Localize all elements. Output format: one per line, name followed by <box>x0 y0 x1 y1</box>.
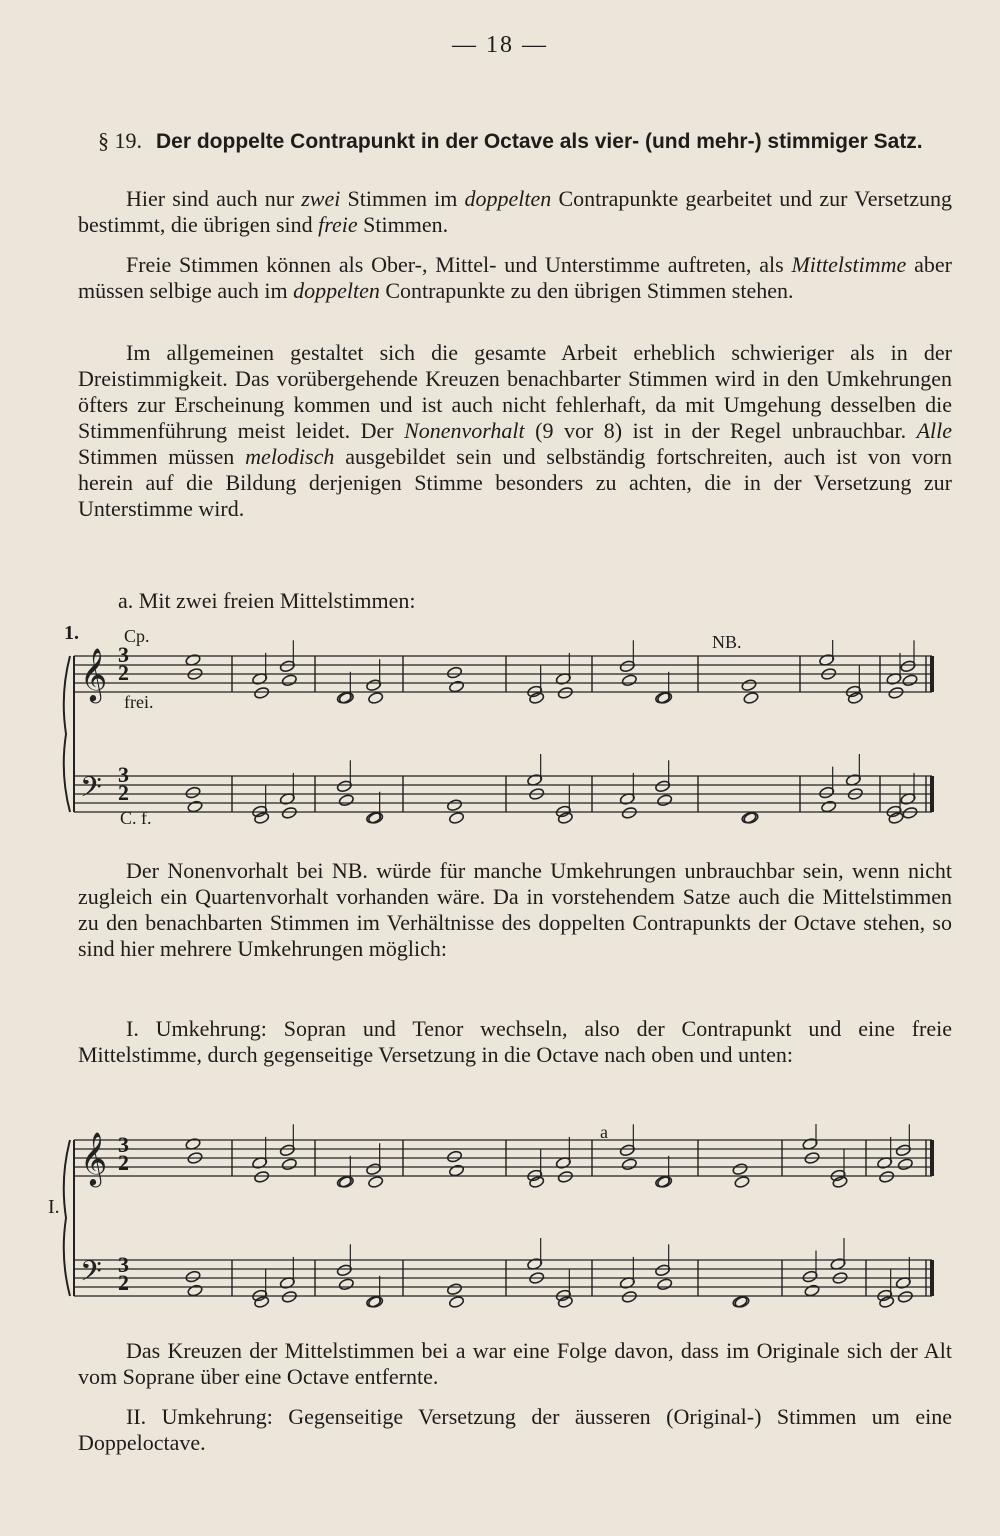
brace <box>64 1140 70 1296</box>
brace <box>64 656 70 812</box>
note-head <box>338 691 354 704</box>
note-head <box>657 1278 673 1291</box>
text-run: Freie Stimmen können als Ober-, Mittel- und Unterstimme auftreten, als <box>126 252 792 277</box>
note-head <box>529 1175 545 1188</box>
note-head <box>338 1175 354 1188</box>
note-head <box>734 1175 750 1188</box>
paragraph-2 <box>78 252 952 304</box>
note-head <box>368 1295 384 1308</box>
time-bottom: 2 <box>118 780 129 805</box>
text-run: Contrapunkte gearbeitet und zur Versetzung bestimmt, die übrigen sind <box>78 186 952 237</box>
note-head <box>557 686 573 699</box>
section-heading <box>98 128 958 154</box>
paragraph-6: Das Kreuzen der Mittelstimmen bei a war eine Folge davon, dass im Originale sich der Alt vom Soprane über eine Octave entfernte. <box>78 1338 952 1389</box>
note-head <box>557 1170 573 1183</box>
text-run: melodisch <box>245 444 335 469</box>
page-number: — 18 — <box>452 32 548 58</box>
note-head <box>254 811 270 824</box>
time-bottom: 2 <box>118 660 129 685</box>
note-head <box>879 1170 895 1183</box>
label-a: a <box>600 1122 608 1142</box>
note-head <box>897 1290 913 1303</box>
text-run: Stimmen müssen <box>78 444 246 469</box>
note-head <box>185 786 201 799</box>
note-head <box>743 691 759 704</box>
note-head <box>185 1270 201 1283</box>
note-head <box>187 800 203 813</box>
note-head <box>743 811 759 824</box>
note-head <box>732 1163 748 1176</box>
note-head <box>368 811 384 824</box>
note-head <box>254 1295 270 1308</box>
time-bottom: 2 <box>118 1150 129 1175</box>
bass-clef-icon: 𝄢 <box>80 771 102 811</box>
note-head <box>281 1158 297 1171</box>
note-head <box>529 691 545 704</box>
paragraph-4: Der Nonenvorhalt bei NB. würde für manche Umkehrungen unbrauchbar sein, wenn nicht zugleich ein Quartenvorhalt vorhanden wäre. Da in vorstehendem Satze auch die Mittelstimmen zu den benachbarten Stimmen im Verhältnisse des doppelten Contrapunkts der Octave stehen, so sind hier mehrere Umkehrungen möglich: <box>78 858 952 961</box>
note-head <box>879 1295 895 1308</box>
paragraph-1 <box>78 186 952 238</box>
paragraph-5: I. Umkehrung: Sopran und Tenor wechseln, also der Contrapunkt und eine freie Mittelstimme, durch gegenseitige Versetzung in die Octave nach oben und unten: <box>78 1016 952 1067</box>
section-title: Der doppelte Contrapunkt in der Octave als vier- (und mehr-) stimmiger Satz. <box>156 130 923 153</box>
note-head <box>888 811 904 824</box>
note-head <box>734 1295 750 1308</box>
label-nb: NB. <box>712 632 742 652</box>
note-head <box>448 680 464 693</box>
note-head <box>281 1290 297 1303</box>
note-head <box>368 691 384 704</box>
note-head <box>621 1158 637 1171</box>
text-run: Alle <box>916 418 953 443</box>
label-cp: Cp. <box>124 626 150 646</box>
music-score-example-2 <box>60 1124 950 1324</box>
note-head <box>446 1283 462 1296</box>
note-head <box>888 686 904 699</box>
time-signature-treble <box>118 642 129 685</box>
bass-clef-icon: 𝄢 <box>80 1255 102 1295</box>
note-head <box>254 1170 270 1183</box>
paragraph-7: II. Umkehrung: Gegenseitige Versetzung der äusseren (Original-) Stimmen um eine Doppeloctave. <box>78 1404 952 1455</box>
text-run: Mittelstimme <box>791 252 907 277</box>
note-head <box>448 1164 464 1177</box>
paragraph-3 <box>78 340 952 522</box>
time-signature-treble <box>118 1132 129 1175</box>
time-top: 3 <box>118 762 129 787</box>
music-score-example-1 <box>60 640 950 840</box>
treble-clef-icon: 𝄞 <box>80 1131 108 1185</box>
text-run: Im allgemeinen gestaltet sich die gesamte Arbeit erheblich schwieriger als in der Dreistimmigkeit. Das vorübergehende Kreuzen benachbarter Stimmen wird in den Umkehrungen öfters zur Erscheinung kommen und ist auch nicht fehlerhaft, da mit Umgehung desselben die Stimmenführung meist leidet. Der <box>78 340 952 443</box>
note-head <box>557 811 573 824</box>
note-head <box>657 691 673 704</box>
note-head <box>657 794 673 807</box>
example-number: 1. <box>64 622 79 644</box>
time-bottom: 2 <box>118 1270 129 1295</box>
text-run: freie <box>318 212 358 237</box>
text-run: ausgebildet sein und selbständig fortschreiten, auch ist von vorn herein auf die Bildung derjenigen Stimme besonders zu achten, die in der Versetzung zur Unterstimme wird. <box>78 444 953 521</box>
note-head <box>281 674 297 687</box>
note-head <box>448 811 464 824</box>
note-head <box>557 1295 573 1308</box>
note-head <box>446 799 462 812</box>
note-head <box>281 806 297 819</box>
note-head <box>902 674 918 687</box>
note-head <box>338 1278 354 1291</box>
note-head <box>446 1150 462 1163</box>
note-head <box>657 1175 673 1188</box>
text-run: Stimmen im <box>340 186 465 211</box>
note-head <box>847 691 863 704</box>
text-run: (9 vor 8) ist in der Regel unbrauchbar. <box>524 418 917 443</box>
text-run: Nonenvorhalt <box>404 418 525 443</box>
time-top: 3 <box>118 1252 129 1277</box>
label-frei: frei. <box>124 692 154 712</box>
note-head <box>621 674 637 687</box>
note-head <box>821 800 837 813</box>
time-top: 3 <box>118 1132 129 1157</box>
note-head <box>832 1175 848 1188</box>
note-head <box>621 1290 637 1303</box>
note-head <box>621 806 637 819</box>
note-head <box>187 1284 203 1297</box>
note-head <box>254 686 270 699</box>
time-signature-bass <box>118 762 129 805</box>
note-head <box>448 1295 464 1308</box>
label-cf: C. f. <box>120 808 152 828</box>
text-run: zwei <box>301 186 341 211</box>
note-head <box>368 1175 384 1188</box>
note-head <box>804 1284 820 1297</box>
label-roman-i: I. <box>48 1196 60 1218</box>
note-head <box>902 806 918 819</box>
text-run: Contrapunkte zu den übrigen Stimmen stehen. <box>379 278 794 303</box>
note-head <box>741 679 757 692</box>
text-run: Stimmen. <box>357 212 449 237</box>
text-run: aber müssen selbige auch im <box>78 252 952 303</box>
note-head <box>446 666 462 679</box>
treble-clef-icon: 𝄞 <box>80 647 108 701</box>
time-top: 3 <box>118 642 129 667</box>
note-head <box>897 1158 913 1171</box>
text-run: doppelten <box>464 186 552 211</box>
section-number: § 19. <box>98 128 142 153</box>
example-caption-a: a. Mit zwei freien Mittelstimmen: <box>118 588 416 613</box>
note-head <box>338 794 354 807</box>
text-run: doppelten <box>293 278 380 303</box>
text-run: Hier sind auch nur <box>126 186 302 211</box>
time-signature-bass <box>118 1252 129 1295</box>
